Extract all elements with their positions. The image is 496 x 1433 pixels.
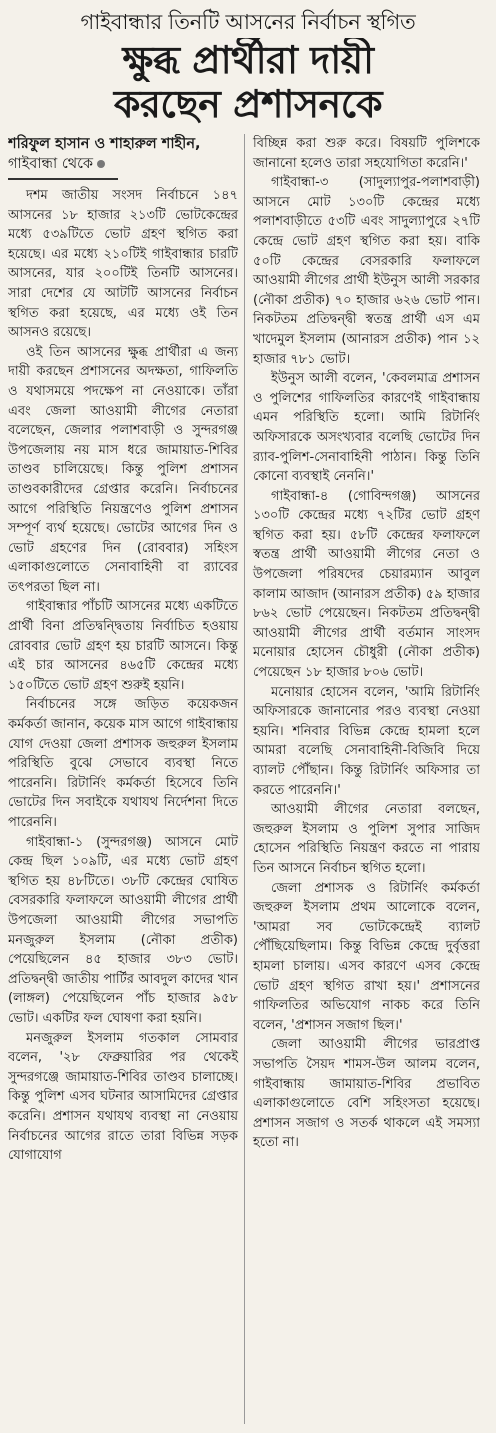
- paragraph: ইউনুস আলী বলেন, 'কেবলমাত্র প্রশাসন ও পুলিশের গাফিলতির কারণেই গাইবান্ধায় এমন পরিস্থিতি হলো। আমি রিটার্নিং অফিসারকে অসংখ্যবার বলেছি ভোটের দিন র‍্যাব-পুলিশ-সেনাবাহিনী পাঠান। কিন্তু তিনি কোনো ব্যবস্থাই নেননি।': [253, 371, 480, 485]
- paragraph: মনজুরুল ইসলাম গতকাল সোমবার বলেন, '২৮ ফেব্রুয়ারির পর থেকেই সুন্দরগঞ্জে জামায়াত-শিবির তাণ্ডব চালাচ্ছে। কিন্তু পুলিশ এসব ঘটনার আসামিদের গ্রেপ্তার করেনি। প্রশাসন যথাযথ ব্যবস্থা না নেওয়ায় নির্বাচনের আগের রাতে তারা বিভিন্ন সড়ক যোগাযোগ: [8, 1030, 238, 1164]
- byline-rule: [8, 178, 118, 180]
- paragraph: মনোয়ার হোসেন বলেন, 'আমি রিটার্নিং অফিসারকে জানানোর পরও ব্যবস্থা নেওয়া হয়নি। শনিবার বিভিন্ন কেন্দ্রে হামলা হলে আমরা বলেছি সেনাবাহিনী-বিজিবি দিয়ে ব্যালট পৌঁছান। কিন্তু রিটার্নিং অফিসার তা করতে পারেননি।': [253, 684, 480, 798]
- paragraph: জেলা আওয়ামী লীগের ভারপ্রাপ্ত সভাপতি সৈয়দ শামস-উল আলম বলেন, গাইবান্ধায় জামায়াত-শিবির প্রভাবিত এলাকাগুলোতে বেশি সহিংসতা হয়েছে। প্রশাসন সজাগ ও সতর্ক থাকলে এই সমস্যা হতো না।: [253, 1037, 480, 1151]
- headline-line-1: ক্ষুব্ধ প্রার্থীরা দায়ী: [122, 38, 374, 82]
- bullet-icon: [97, 160, 105, 168]
- left-column: [8, 134, 244, 1424]
- right-column: [244, 134, 480, 1424]
- main-headline: [8, 38, 488, 126]
- paragraph: দশম জাতীয় সংসদ নির্বাচনে ১৪৭ আসনের ১৮ হাজার ২১৩টি ভোটকেন্দ্রের মধ্যে ৫৩৯টিতে ভোট গ্রহণ স্থগিত করা হয়েছে। এর মধ্যে ২১০টিই গাইবান্ধার চারটি আসনের, যার ২০০টিই তিনটি আসনের। সারা দেশের যে আটটি আসনের নির্বাচন স্থগিত করা হয়েছে, এর মধ্যে ওই তিন আসনও রয়েছে।: [8, 188, 238, 341]
- kicker-headline: গাইবান্ধার তিনটি আসনের নির্বাচন স্থগিত: [80, 10, 416, 34]
- byline-authors: শরিফুল হাসান ও শাহারুল শাহীন,: [8, 136, 201, 152]
- paragraph: ওই তিন আসনের ক্ষুব্ধ প্রার্থীরা এ জন্য দায়ী করছেন প্রশাসনের অদক্ষতা, গাফিলতি ও যথাসময়ে পদক্ষেপ না নেওয়াকে। তাঁরা এবং জেলা আওয়ামী লীগের নেতারা বলেছেন, জেলার পলাশবাড়ী ও সুন্দরগঞ্জ উপজেলায় নয় মাস ধরে জামায়াত-শিবির তাণ্ডব চালিয়েছে। কিন্তু পুলিশ প্রশাসন তাণ্ডবকারীদের গ্রেপ্তার করেনি। নির্বাচনের আগে পরিস্থিতি নিয়ন্ত্রণেও পুলিশ প্রশাসন সম্পূর্ণ ব্যর্থ হয়েছে। ভোটের আগের দিন ও ভোট গ্রহণের দিন (রোববার) সহিংস এলাকাগুলোতে সেনাবাহিনী বা র‍্যাবের তৎপরতা ছিল না।: [8, 344, 238, 595]
- paragraph: আওয়ামী লীগের নেতারা বলছেন, জহুরুল ইসলাম ও পুলিশ সুপার সাজিদ হোসেন পরিস্থিতি নিয়ন্ত্রণ করতে না পারায় তিন আসনে নির্বাচন স্থগিত হলো।: [253, 802, 480, 876]
- paragraph: গাইবান্ধা-১ (সুন্দরগঞ্জ) আসনে মোট কেন্দ্র ছিল ১০৯টি, এর মধ্যে ভোট গ্রহণ স্থগিত হয় ৪৮টিতে। ৩৮টি কেন্দ্রের ঘোষিত বেসরকারি ফলাফলে আওয়ামী লীগের প্রার্থী উপজেলা আওয়ামী লীগের সভাপতি মনজুরুল ইসলাম (নৌকা প্রতীক) পেয়েছিলেন ৪৫ হাজার ৩৮৩ ভোট। প্রতিদ্বন্দ্বী জাতীয় পার্টির আবদুল কাদের খান (লাঙ্গল) পেয়েছিলেন পাঁচ হাজার ৯৫৮ ভোট। একটির ফল ঘোষণা করা হয়নি।: [8, 834, 238, 1026]
- paragraph: গাইবান্ধা-৩ (সাদুল্যাপুর-পলাশবাড়ী) আসনে মোট ১৩০টি কেন্দ্রের মধ্যে পলাশবাড়ীতে ৫৩টি এবং সাদুল্যাপুরে ২৭টি কেন্দ্রে ভোট গ্রহণ স্থগিত করা হয়। বাকি ৫০টি কেন্দ্রের বেসরকারি ফলাফলে আওয়ামী লীগের প্রার্থী ইউনুস আলী সরকার (নৌকা প্রতীক) ৭০ হাজার ৬২৬ ভোট পান। নিকটতম প্রতিদ্বন্দ্বী স্বতন্ত্র প্রার্থী এস এম খাদেমুল ইসলাম (আনারস প্রতীক) পান ১২ হাজার ৭৮১ ভোট।: [253, 175, 480, 367]
- paragraph: বিচ্ছিন্ন করা শুরু করে। বিষয়টি পুলিশকে জানানো হলেও তারা সহযোগিতা করেনি।': [253, 136, 480, 171]
- paragraph: গাইবান্ধার পাঁচটি আসনের মধ্যে একটিতে প্রার্থী বিনা প্রতিদ্বন্দ্বিতায় নির্বাচিত হওয়ায় রোববার ভোট গ্রহণ হয় চারটি আসনে। কিন্তু এই চার আসনের ৪৬৫টি কেন্দ্রের মধ্যে ১৫০টিতে ভোট গ্রহণ শুরুই হয়নি।: [8, 599, 238, 693]
- paragraph: নির্বাচনের সঙ্গে জড়িত কয়েকজন কর্মকর্তা জানান, কয়েক মাস আগে গাইবান্ধায় যোগ দেওয়া জেলা প্রশাসক জহুরুল ইসলাম পরিস্থিতি বুঝে সেভাবে ব্যবস্থা নিতে পারেননি। রিটার্নিং কর্মকর্তা হিসেবে তিনি ভোটের দিন সবাইকে যথাযথ নির্দেশনা দিতে পারেননি।: [8, 697, 238, 830]
- article-columns: [8, 134, 488, 1424]
- paragraph: গাইবান্ধা-৪ (গোবিন্দগঞ্জ) আসনের ১৩০টি কেন্দ্রের মধ্যে ৭২টির ভোট গ্রহণ স্থগিত করা হয়। ৫৮টি কেন্দ্রের ফলাফলে স্বতন্ত্র প্রার্থী আওয়ামী লীগের নেতা ও উপজেলা পরিষদের চেয়ারম্যান আবুল কালাম আজাদ (আনারস প্রতীক) ৫৯ হাজার ৮৬২ ভোট পেয়েছেন। নিকটতম প্রতিদ্বন্দ্বী আওয়ামী লীগের প্রার্থী বর্তমান সাংসদ মনোয়ার হোসেন চৌধুরী (নৌকা প্রতীক) পেয়েছেন ১৮ হাজার ৮০৬ ভোট।: [253, 488, 480, 681]
- byline-location: গাইবান্ধা থেকে: [8, 156, 94, 172]
- byline: [8, 134, 238, 174]
- headline-line-2: করছেন প্রশাসনকে: [113, 82, 383, 126]
- paragraph: জেলা প্রশাসক ও রিটার্নিং কর্মকর্তা জহুরুল ইসলাম প্রথম আলোকে বলেন, 'আমরা সব ভোটকেন্দ্রেই ব্যালট পৌঁছিয়েছিলাম। কিন্তু বিভিন্ন কেন্দ্রে দুর্বৃত্তরা হামলা চালায়। এসব কারণে এসব কেন্দ্রে ভোট গ্রহণ স্থগিত রাখা হয়।' প্রশাসনের গাফিলতির অভিযোগ নাকচ করে তিনি বলেন, 'প্রশাসন সজাগ ছিল।': [253, 880, 480, 1033]
